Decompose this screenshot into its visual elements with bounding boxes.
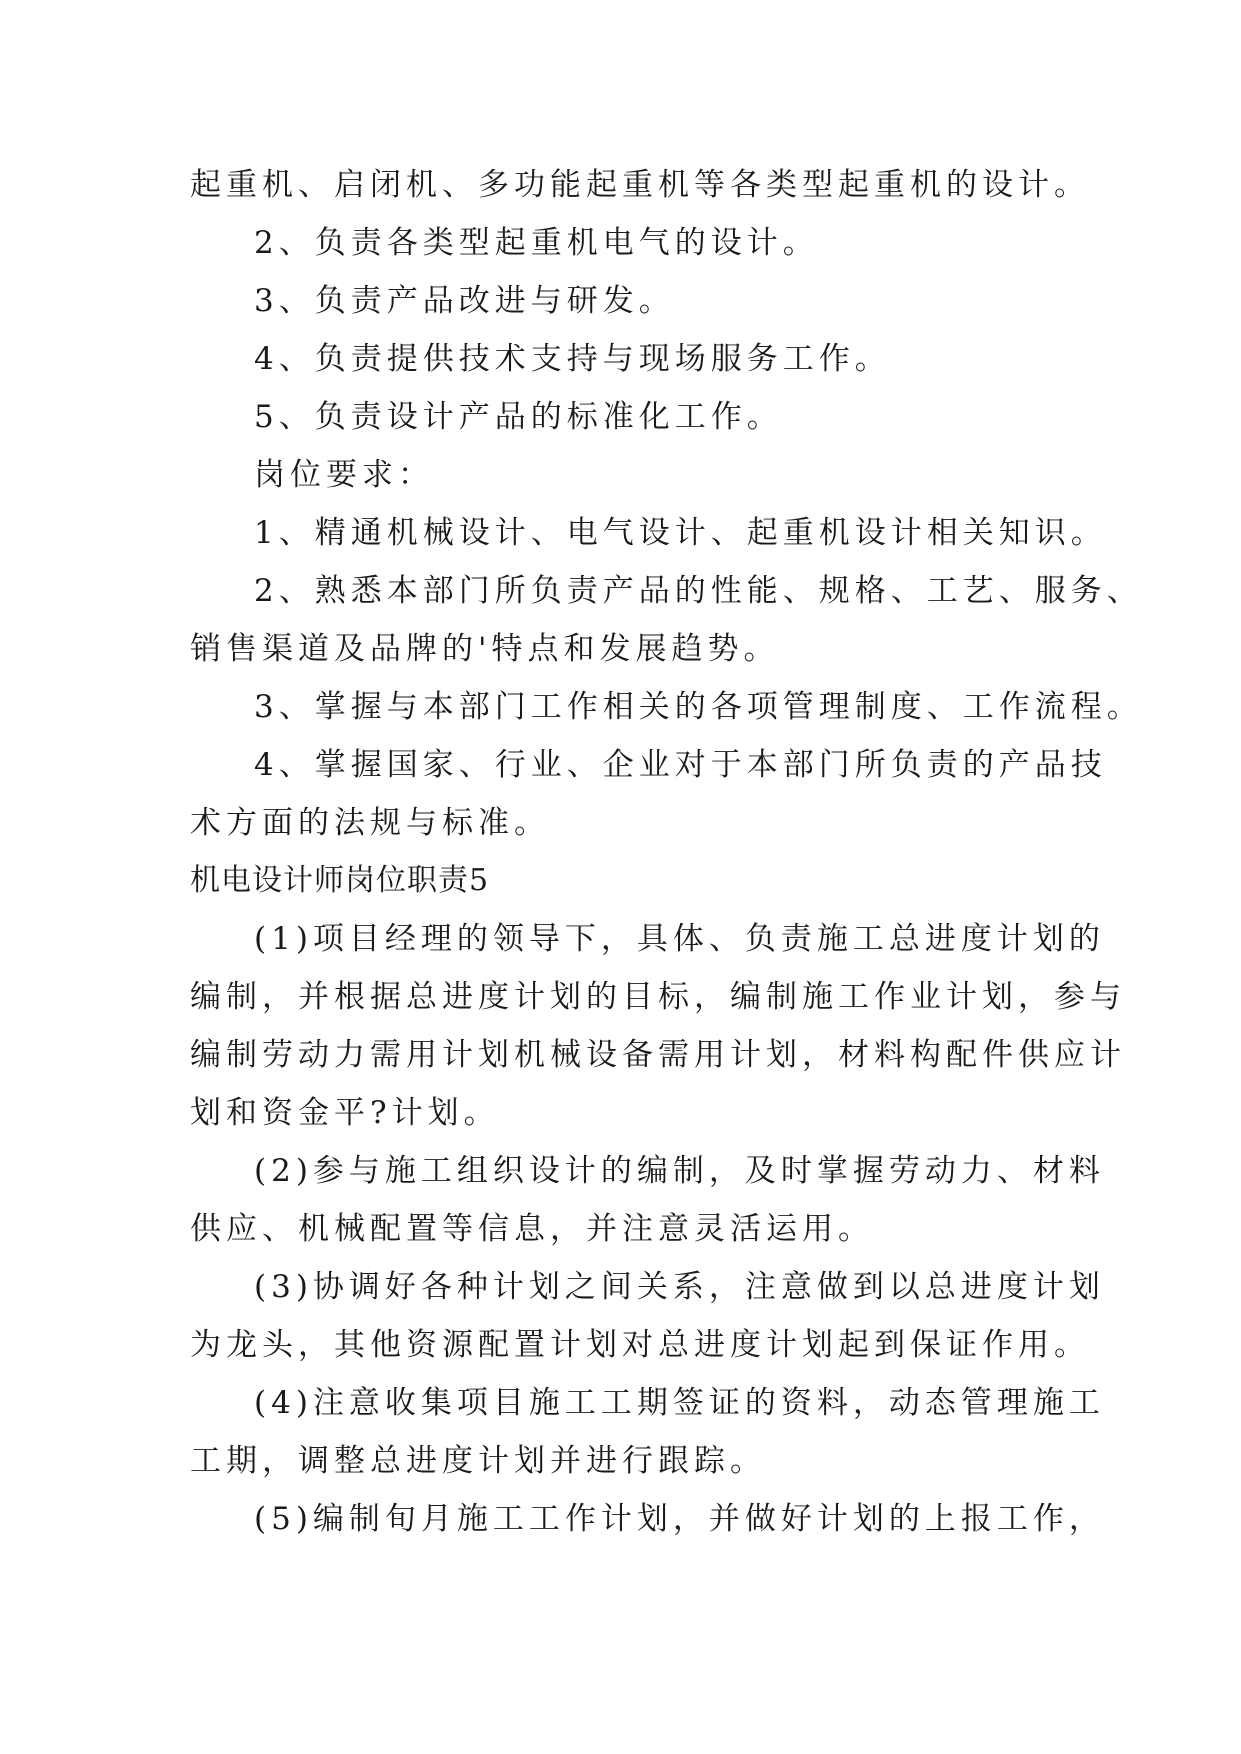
- list-item: (3)协调好各种计划之间关系，注意做到以总进度计划: [254, 1269, 1105, 1305]
- list-item: 2、熟悉本部门所负责产品的性能、规格、工艺、服务、: [254, 573, 1143, 609]
- paragraph-line: 术方面的法规与标准。: [190, 805, 550, 841]
- paragraph-line: 为龙头，其他资源配置计划对总进度计划起到保证作用。: [190, 1327, 1090, 1363]
- paragraph-line: 起重机、启闭机、多功能起重机等各类型起重机的设计。: [190, 167, 1090, 203]
- list-item: (4)注意收集项目施工工期签证的资料，动态管理施工: [254, 1385, 1105, 1421]
- paragraph-line: 划和资金平?计划。: [190, 1095, 500, 1131]
- list-item: 5、负责设计产品的标准化工作。: [254, 399, 783, 435]
- paragraph-line: 销售渠道及品牌的'特点和发展趋势。: [190, 631, 780, 667]
- list-item: (2)参与施工组织设计的编制，及时掌握劳动力、材料: [254, 1153, 1105, 1189]
- section-heading: 机电设计师岗位职责5: [190, 863, 490, 898]
- list-item: 4、掌握国家、行业、企业对于本部门所负责的产品技: [254, 747, 1107, 783]
- list-item: 3、负责产品改进与研发。: [254, 283, 675, 319]
- list-item: 2、负责各类型起重机电气的设计。: [254, 225, 819, 261]
- list-item: 3、掌握与本部门工作相关的各项管理制度、工作流程。: [254, 689, 1143, 725]
- document-body: [190, 156, 1143, 1548]
- section-label: 岗位要求：: [254, 457, 434, 493]
- list-item: 1、精通机械设计、电气设计、起重机设计相关知识。: [254, 515, 1107, 551]
- paragraph-line: 供应、机械配置等信息，并注意灵活运用。: [190, 1211, 874, 1247]
- paragraph-line: 编制，并根据总进度计划的目标，编制施工作业计划，参与: [190, 979, 1126, 1015]
- list-item: (1)项目经理的领导下，具体、负责施工总进度计划的: [254, 921, 1105, 957]
- list-item: 4、负责提供技术支持与现场服务工作。: [254, 341, 891, 377]
- paragraph-line: 编制劳动力需用计划机械设备需用计划，材料构配件供应计: [190, 1037, 1126, 1073]
- list-item: (5)编制旬月施工工作计划，并做好计划的上报工作，: [254, 1501, 1105, 1537]
- paragraph-line: 工期，调整总进度计划并进行跟踪。: [190, 1443, 766, 1479]
